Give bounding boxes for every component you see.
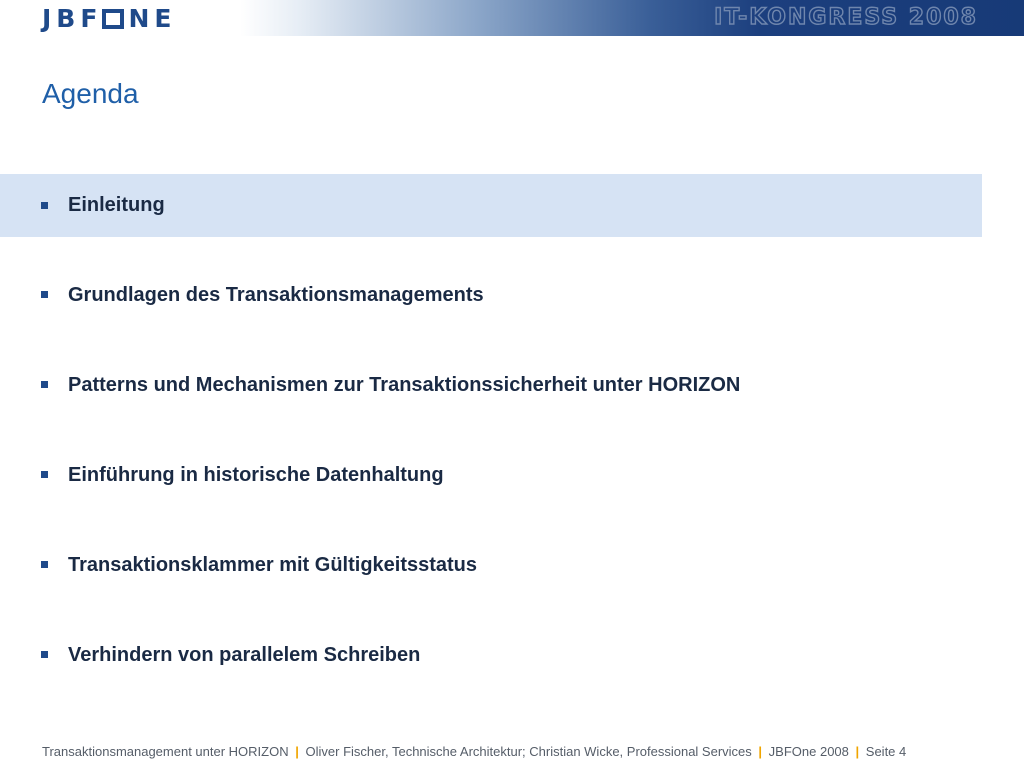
- bullet-icon: [41, 381, 48, 388]
- footer-authors: Oliver Fischer, Technische Architektur; Christian Wicke, Professional Services: [305, 744, 752, 759]
- agenda-item-label: Patterns und Mechanismen zur Transaktionssicherheit unter HORIZON: [68, 374, 741, 396]
- agenda-item-patterns: [0, 354, 982, 417]
- footer: [42, 744, 906, 759]
- page-title: Agenda: [42, 78, 139, 109]
- agenda-list: [0, 174, 982, 714]
- agenda-item-label: Verhindern von parallelem Schreiben: [68, 644, 421, 666]
- logo-o-box: [102, 9, 124, 29]
- agenda-item-parallel: [0, 624, 982, 687]
- agenda-item-label: Einführung in historische Datenhaltung: [68, 464, 444, 486]
- agenda-item-label: Grundlagen des Transaktionsmanagements: [68, 284, 484, 306]
- bullet-icon: [41, 471, 48, 478]
- agenda-item-grundlagen: [0, 264, 982, 327]
- agenda-item-historisch: [0, 444, 982, 507]
- agenda-item-label: Einleitung: [68, 194, 165, 216]
- bullet-icon: [41, 291, 48, 298]
- bullet-icon: [41, 651, 48, 658]
- agenda-item-label: Transaktionsklammer mit Gültigkeitsstatus: [68, 554, 478, 576]
- agenda-item-einleitung: [0, 174, 982, 237]
- logo-text-right: NE: [128, 4, 177, 33]
- footer-page-number: Seite 4: [865, 744, 907, 759]
- bullet-icon: [41, 561, 48, 568]
- logo-text-left: JBF: [42, 4, 103, 33]
- bullet-icon: [41, 202, 48, 209]
- footer-separator: |: [855, 744, 860, 759]
- header-banner: [0, 0, 1024, 36]
- agenda-item-klammer: [0, 534, 982, 597]
- footer-separator: |: [295, 744, 299, 759]
- footer-presentation-title: Transaktionsmanagement unter HORIZON: [42, 744, 289, 759]
- footer-separator: |: [758, 744, 763, 759]
- congress-title: IT-KONGRESS 2008: [714, 5, 978, 30]
- footer-event: JBFOne 2008: [768, 744, 849, 759]
- jbfone-logo: [42, 6, 176, 32]
